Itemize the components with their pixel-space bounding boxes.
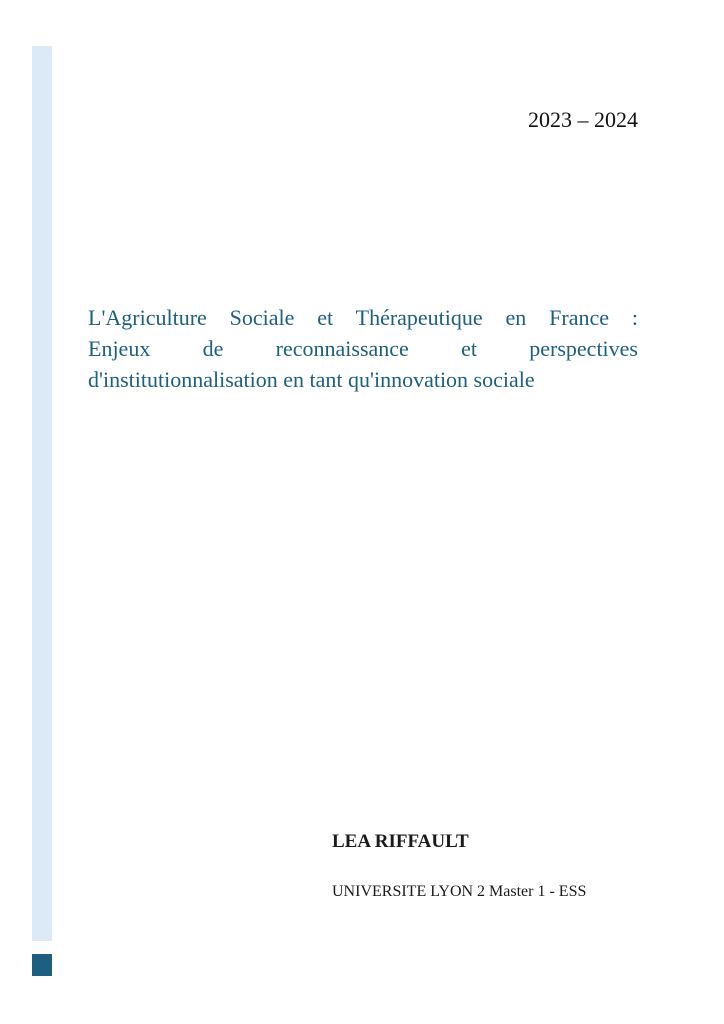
decorative-side-bar	[32, 46, 52, 941]
title-line-1: L'Agriculture Sociale et Thérapeutique en France :	[88, 305, 638, 330]
author-name: LEA RIFFAULT	[332, 831, 469, 852]
institution-program: UNIVERSITE LYON 2 Master 1 - ESS	[332, 883, 587, 900]
academic-year: 2023 – 2024	[528, 107, 638, 132]
title-line-2: Enjeux de reconnaissance et perspectives	[88, 336, 638, 361]
document-title	[88, 302, 638, 395]
title-line-3: d'institutionnalisation en tant qu'innovation sociale	[88, 367, 535, 392]
decorative-side-square	[32, 954, 52, 976]
